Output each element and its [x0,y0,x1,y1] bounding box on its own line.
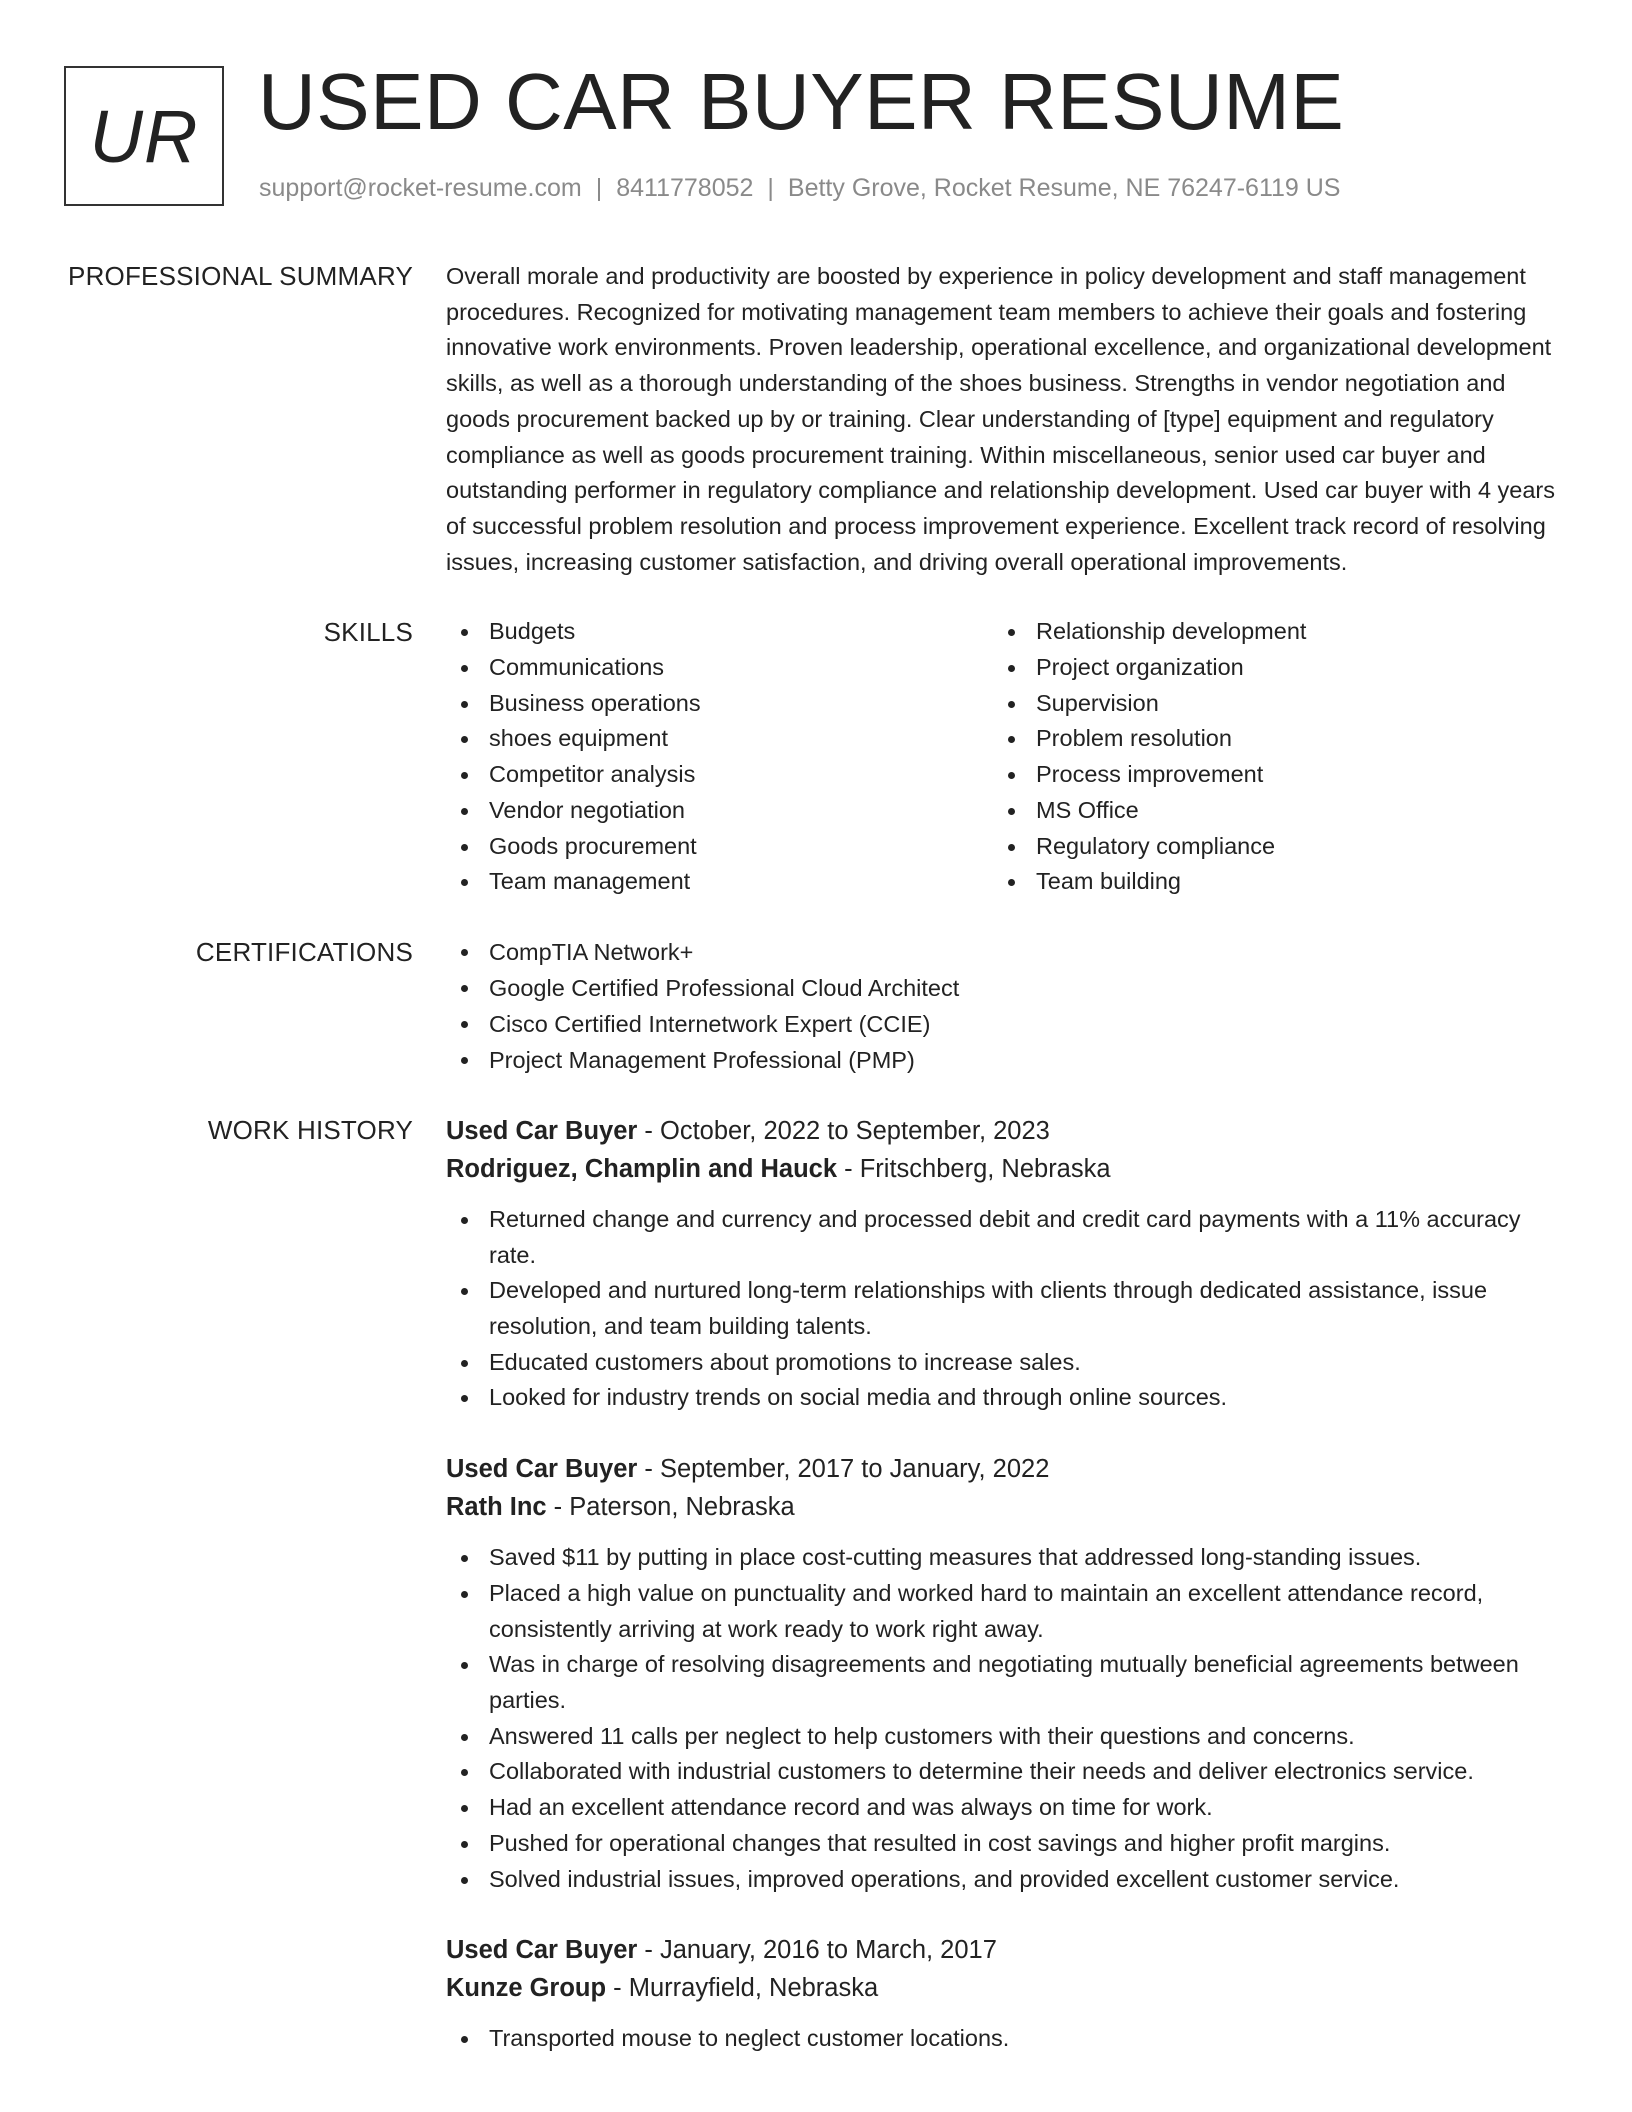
monogram-initials: UR [89,94,199,178]
job-bullet: Was in charge of resolving disagreements and negotiating mutually beneficial agreements between parties. [446,1647,1571,1718]
job-entry [446,1450,1571,1897]
skill-item: Business operations [446,686,993,722]
summary-heading: PROFESSIONAL SUMMARY [68,261,413,291]
skill-item: shoes equipment [446,721,993,757]
job-dates: - September, 2017 to January, 2022 [637,1455,1050,1484]
job-title: Used Car Buyer [446,1116,638,1145]
skill-item: Process improvement [993,757,1540,793]
certifications-list [446,934,1571,1078]
skill-item: Regulatory compliance [993,829,1540,865]
skill-item: Budgets [446,614,993,650]
job-company: Kunze Group [446,1974,607,2003]
job-title: Used Car Buyer [446,1936,638,1965]
skills-heading: SKILLS [323,617,413,648]
skills-list-right [993,614,1540,900]
job-title-line [446,1450,1571,1488]
job-bullets [446,1202,1571,1416]
skills-body [446,614,1571,900]
job-dates: - January, 2016 to March, 2017 [637,1936,997,1965]
work-history-heading: WORK HISTORY [207,1114,413,1145]
certification-item: Cisco Certified Internetwork Expert (CCIE) [446,1006,1571,1042]
job-title-line [446,1112,1571,1150]
job-bullet: Had an excellent attendance record and was always on time for work. [446,1790,1571,1826]
certification-item: Google Certified Professional Cloud Architect [446,970,1571,1006]
skill-item: Competitor analysis [446,757,993,793]
skill-item: Project organization [993,650,1540,686]
contact-line [259,174,1340,203]
certification-item: CompTIA Network+ [446,934,1571,970]
job-bullet: Collaborated with industrial customers to determine their needs and deliver electronics service. [446,1754,1571,1790]
job-bullet: Educated customers about promotions to increase sales. [446,1345,1571,1381]
certifications-section [0,934,1632,1078]
resume-title: USED CAR BUYER RESUME [258,57,1345,146]
job-bullet: Developed and nurtured long-term relationships with clients through dedicated assistance, issue resolution, and team building talents. [446,1273,1571,1344]
skill-item: Supervision [993,686,1540,722]
certifications-body [446,934,1571,1078]
job-entry [446,1931,1571,2057]
job-location: - Murrayfield, Nebraska [606,1974,879,2003]
job-company: Rodriguez, Champlin and Hauck [446,1154,838,1183]
job-title-line [446,1931,1571,1969]
contact-separator: | [595,174,603,202]
job-bullet: Answered 11 calls per neglect to help customers with their questions and concerns. [446,1719,1571,1755]
work-history-body [446,1112,1571,2091]
job-bullet: Placed a high value on punctuality and worked hard to maintain an excellent attendance record, consistently arriving at work ready to work right away. [446,1576,1571,1647]
monogram-box [64,66,224,206]
job-location: - Paterson, Nebraska [546,1493,795,1522]
job-entry [446,1112,1571,1416]
job-bullet: Transported mouse to neglect customer locations. [446,2021,1571,2057]
summary-section [0,258,1632,580]
job-bullet: Solved industrial issues, improved operations, and provided excellent customer service. [446,1862,1571,1898]
skill-item: Team building [993,864,1540,900]
skill-item: Goods procurement [446,829,993,865]
certifications-heading: CERTIFICATIONS [195,936,413,967]
skill-item: Communications [446,650,993,686]
skills-section [0,614,1632,900]
certification-item: Project Management Professional (PMP) [446,1042,1571,1078]
contact-separator: | [767,174,774,202]
job-bullet: Returned change and currency and processed debit and credit card payments with a 11% accuracy rate. [446,1202,1571,1273]
job-bullet: Pushed for operational changes that resulted in cost savings and higher profit margins. [446,1826,1571,1862]
job-bullet: Looked for industry trends on social media and through online sources. [446,1380,1571,1416]
resume-sections [0,258,1632,2112]
summary-text: Overall morale and productivity are boosted by experience in policy development and staff management procedures. Recognized for motivating management team members to achieve their goals and fostering innovative work environments. Proven leadership, operational excellence, and organizational development skills, as well as a thorough understanding of the shoes business. Strengths in vendor negotiation and goods procurement backed up by or training. Clear understanding of [type] equipment and regulatory compliance as well as goods procurement training. Within miscellaneous, senior used car buyer and outstanding performer in regulatory compliance and relationship development. Used car buyer with 4 years of successful problem resolution and process improvement experience. Excellent track record of resolving issues, increasing customer satisfaction, and driving overall operational improvements. [446,263,1556,575]
job-bullets [446,2021,1571,2057]
skill-item: Team management [446,864,993,900]
summary-body [446,258,1571,580]
work-history-section [0,1112,1632,2091]
job-bullets [446,1540,1571,1897]
job-dates: - October, 2022 to September, 2023 [637,1116,1050,1145]
job-bullet: Saved $11 by putting in place cost-cutting measures that addressed long-standing issues. [446,1540,1571,1576]
contact-address: Betty Grove, Rocket Resume, NE 76247-6119 US [787,174,1341,202]
contact-email: support@rocket-resume.com [259,174,582,202]
skill-item: MS Office [993,793,1540,829]
job-company-line [446,1969,1571,2007]
job-title: Used Car Buyer [446,1455,638,1484]
contact-phone: 8411778052 [616,174,754,202]
job-company-line [446,1488,1571,1526]
job-location: - Fritschberg, Nebraska [837,1154,1111,1183]
skill-item: Relationship development [993,614,1540,650]
job-company: Rath Inc [446,1493,547,1522]
skill-item: Problem resolution [993,721,1540,757]
job-company-line [446,1150,1571,1188]
skill-item: Vendor negotiation [446,793,993,829]
skills-list-left [446,614,993,900]
